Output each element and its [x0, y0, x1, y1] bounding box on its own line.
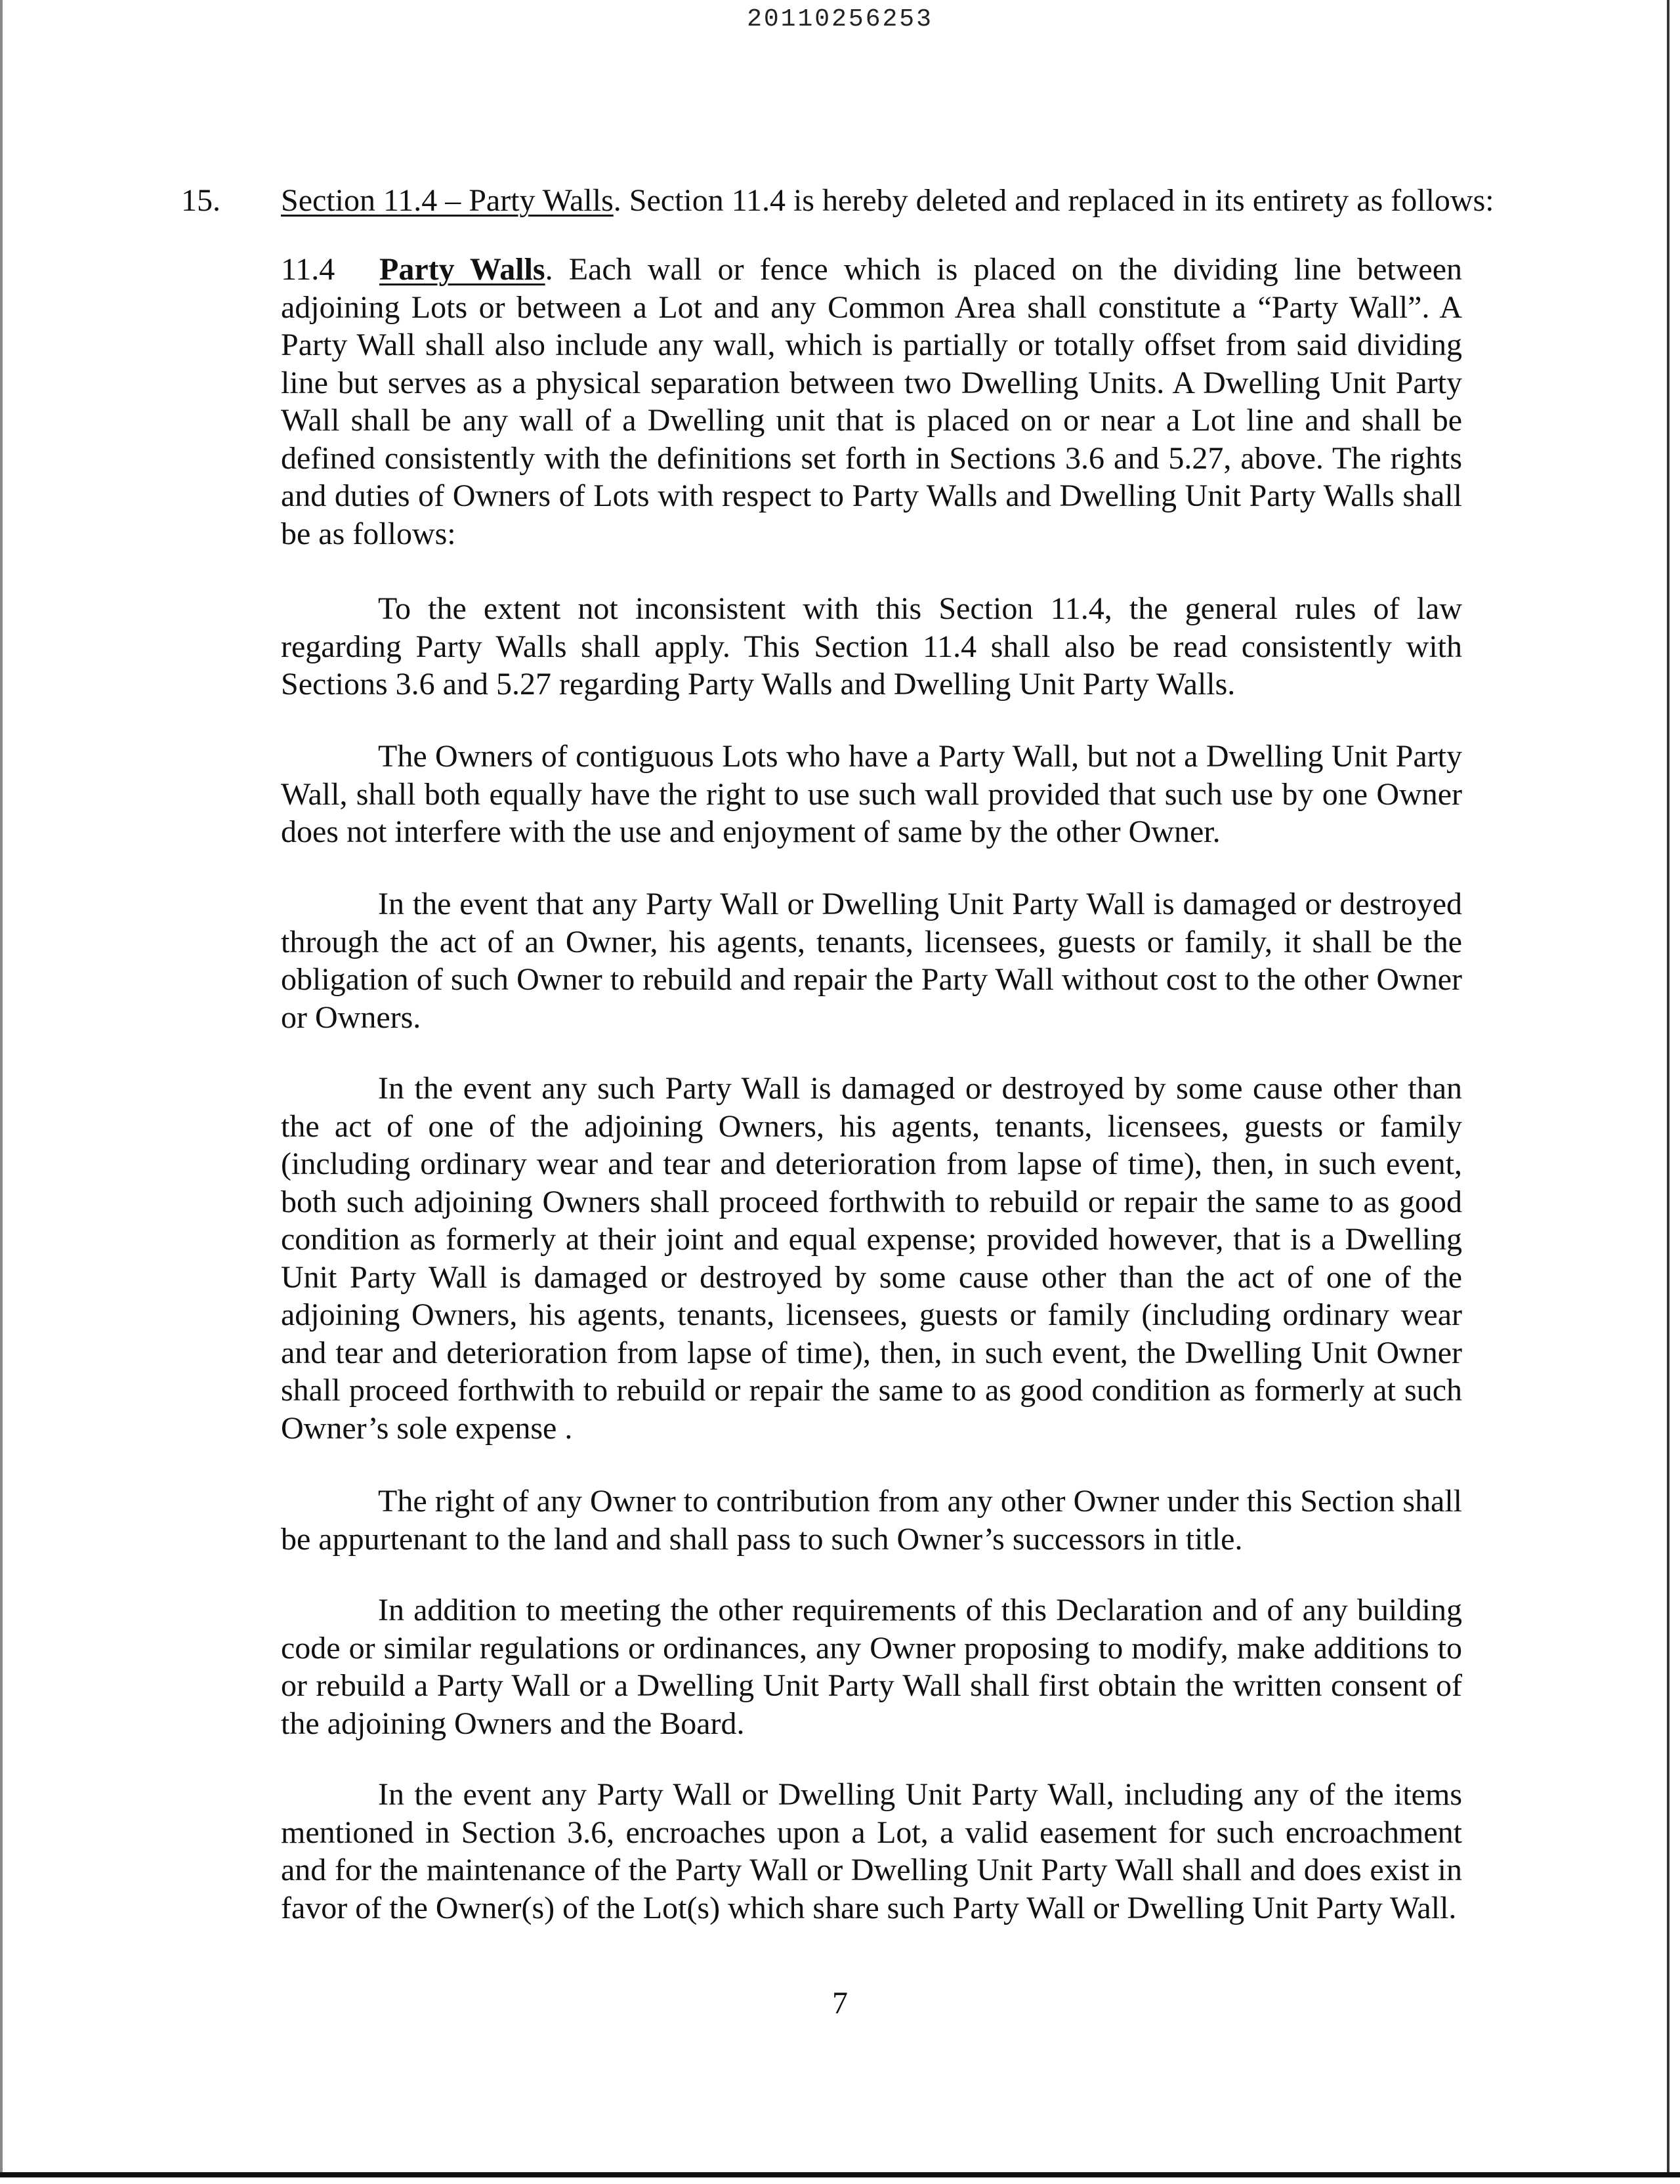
paragraph-consent [281, 1591, 1462, 1742]
paragraph-text: In the event any such Party Wall is damaged or destroyed by some cause other than the act of one of the adjoining Owners, his agents, tenants, licensees, guests or family (including ordinary wear and tear and deterioration from lapse of time), then, in such event, both such adjoining Owners shall proceed forthwith to rebuild or repair the same to as good condition as formerly at their joint and equal expense; provided however, that is a Dwelling Unit Party Wall is damaged or destroyed by some cause other than the act of one of the adjoining Owners, his agents, tenants, licensees, guests or family (including ordinary wear and tear and deterioration from lapse of time), then, in such event, the Dwelling Unit Owner shall proceed forthwith to rebuild or repair the same to as good condition as formerly at such Owner’s sole expense . [281, 1071, 1462, 1446]
paragraph-text: To the extent not inconsistent with this Section 11.4, the general rules of law regarding Party Walls shall apply. This Section 11.4 shall also be read consistently with Sections 3.6 and 5.27 regarding Party Walls and Dwelling Unit Party Walls. [281, 591, 1462, 702]
page-number: 7 [832, 1986, 848, 2021]
document-number: 20110256253 [747, 5, 933, 33]
paragraph-text: In addition to meeting the other requirements of this Declaration and of any building code or similar regulations or ordinances, any Owner proposing to modify, make additions to or rebuild a Party Wall or a Dwelling Unit Party Wall shall first obtain the written consent of the adjoining Owners and the Board. [281, 1593, 1462, 1741]
section-intro-text: . Section 11.4 is hereby deleted and replaced in its entirety as follows: [613, 183, 1494, 218]
paragraph-text: The right of any Owner to contribution from any other Owner under this Section shall be appurtenant to the land and shall pass to such Owner’s successors in title. [281, 1484, 1462, 1557]
subsection-text: . Each wall or fence which is placed on the dividing line between adjoining Lots or between a Lot and any Common Area shall constitute a “Party Wall”. A Party Wall shall also include any wall, which is partially or totally offset from said dividing line but serves as a physical separation between two Dwelling Units. A Dwelling Unit Party Wall shall be any wall of a Dwelling unit that is placed on or near a Lot line and shall be defined consistently with the definitions set forth in Sections 3.6 and 5.27, above. The rights and duties of Owners of Lots with respect to Party Walls and Dwelling Unit Party Walls shall be as follows: [281, 252, 1463, 551]
paragraph-general-rules [281, 590, 1462, 704]
paragraph-text: The Owners of contiguous Lots who have a Party Wall, but not a Dwelling Unit Party Wall, shall both equally have the right to use such wall provided that such use by one Owner does not interfere with the use and enjoyment of same by the other Owner. [281, 739, 1462, 849]
subsection-intro [281, 251, 1462, 553]
paragraph-encroachment [281, 1776, 1462, 1927]
paragraph-contribution [281, 1482, 1462, 1558]
subsection-number: 11.4 [281, 252, 335, 287]
subsection-title: Party Walls [379, 252, 545, 287]
paragraph-other-cause-damage [281, 1070, 1462, 1447]
paragraph-text: In the event any Party Wall or Dwelling Unit Party Wall, including any of the items mentioned in Section 3.6, encroaches upon a Lot, a valid easement for such encroachment and for the maintenance of the Party Wall or Dwelling Unit Party Wall shall and does exist in favor of the Owner(s) of the Lot(s) which share such Party Wall or Dwelling Unit Party Wall. [281, 1777, 1462, 1925]
page-bottom-edge [0, 2172, 1680, 2177]
paragraph-owner-damage [281, 885, 1462, 1036]
page-left-edge [0, 0, 3, 2172]
section-heading [181, 181, 1559, 220]
section-title: Section 11.4 – Party Walls [281, 183, 614, 218]
section-number: 15. [181, 183, 220, 218]
paragraph-text: In the event that any Party Wall or Dwelling Unit Party Wall is damaged or destroyed through the act of an Owner, his agents, tenants, licensees, guests or family, it shall be the obligation of such Owner to rebuild and repair the Party Wall without cost to the other Owner or Owners. [281, 887, 1462, 1035]
paragraph-contiguous-lots [281, 738, 1462, 851]
page-right-edge [1667, 0, 1670, 2172]
